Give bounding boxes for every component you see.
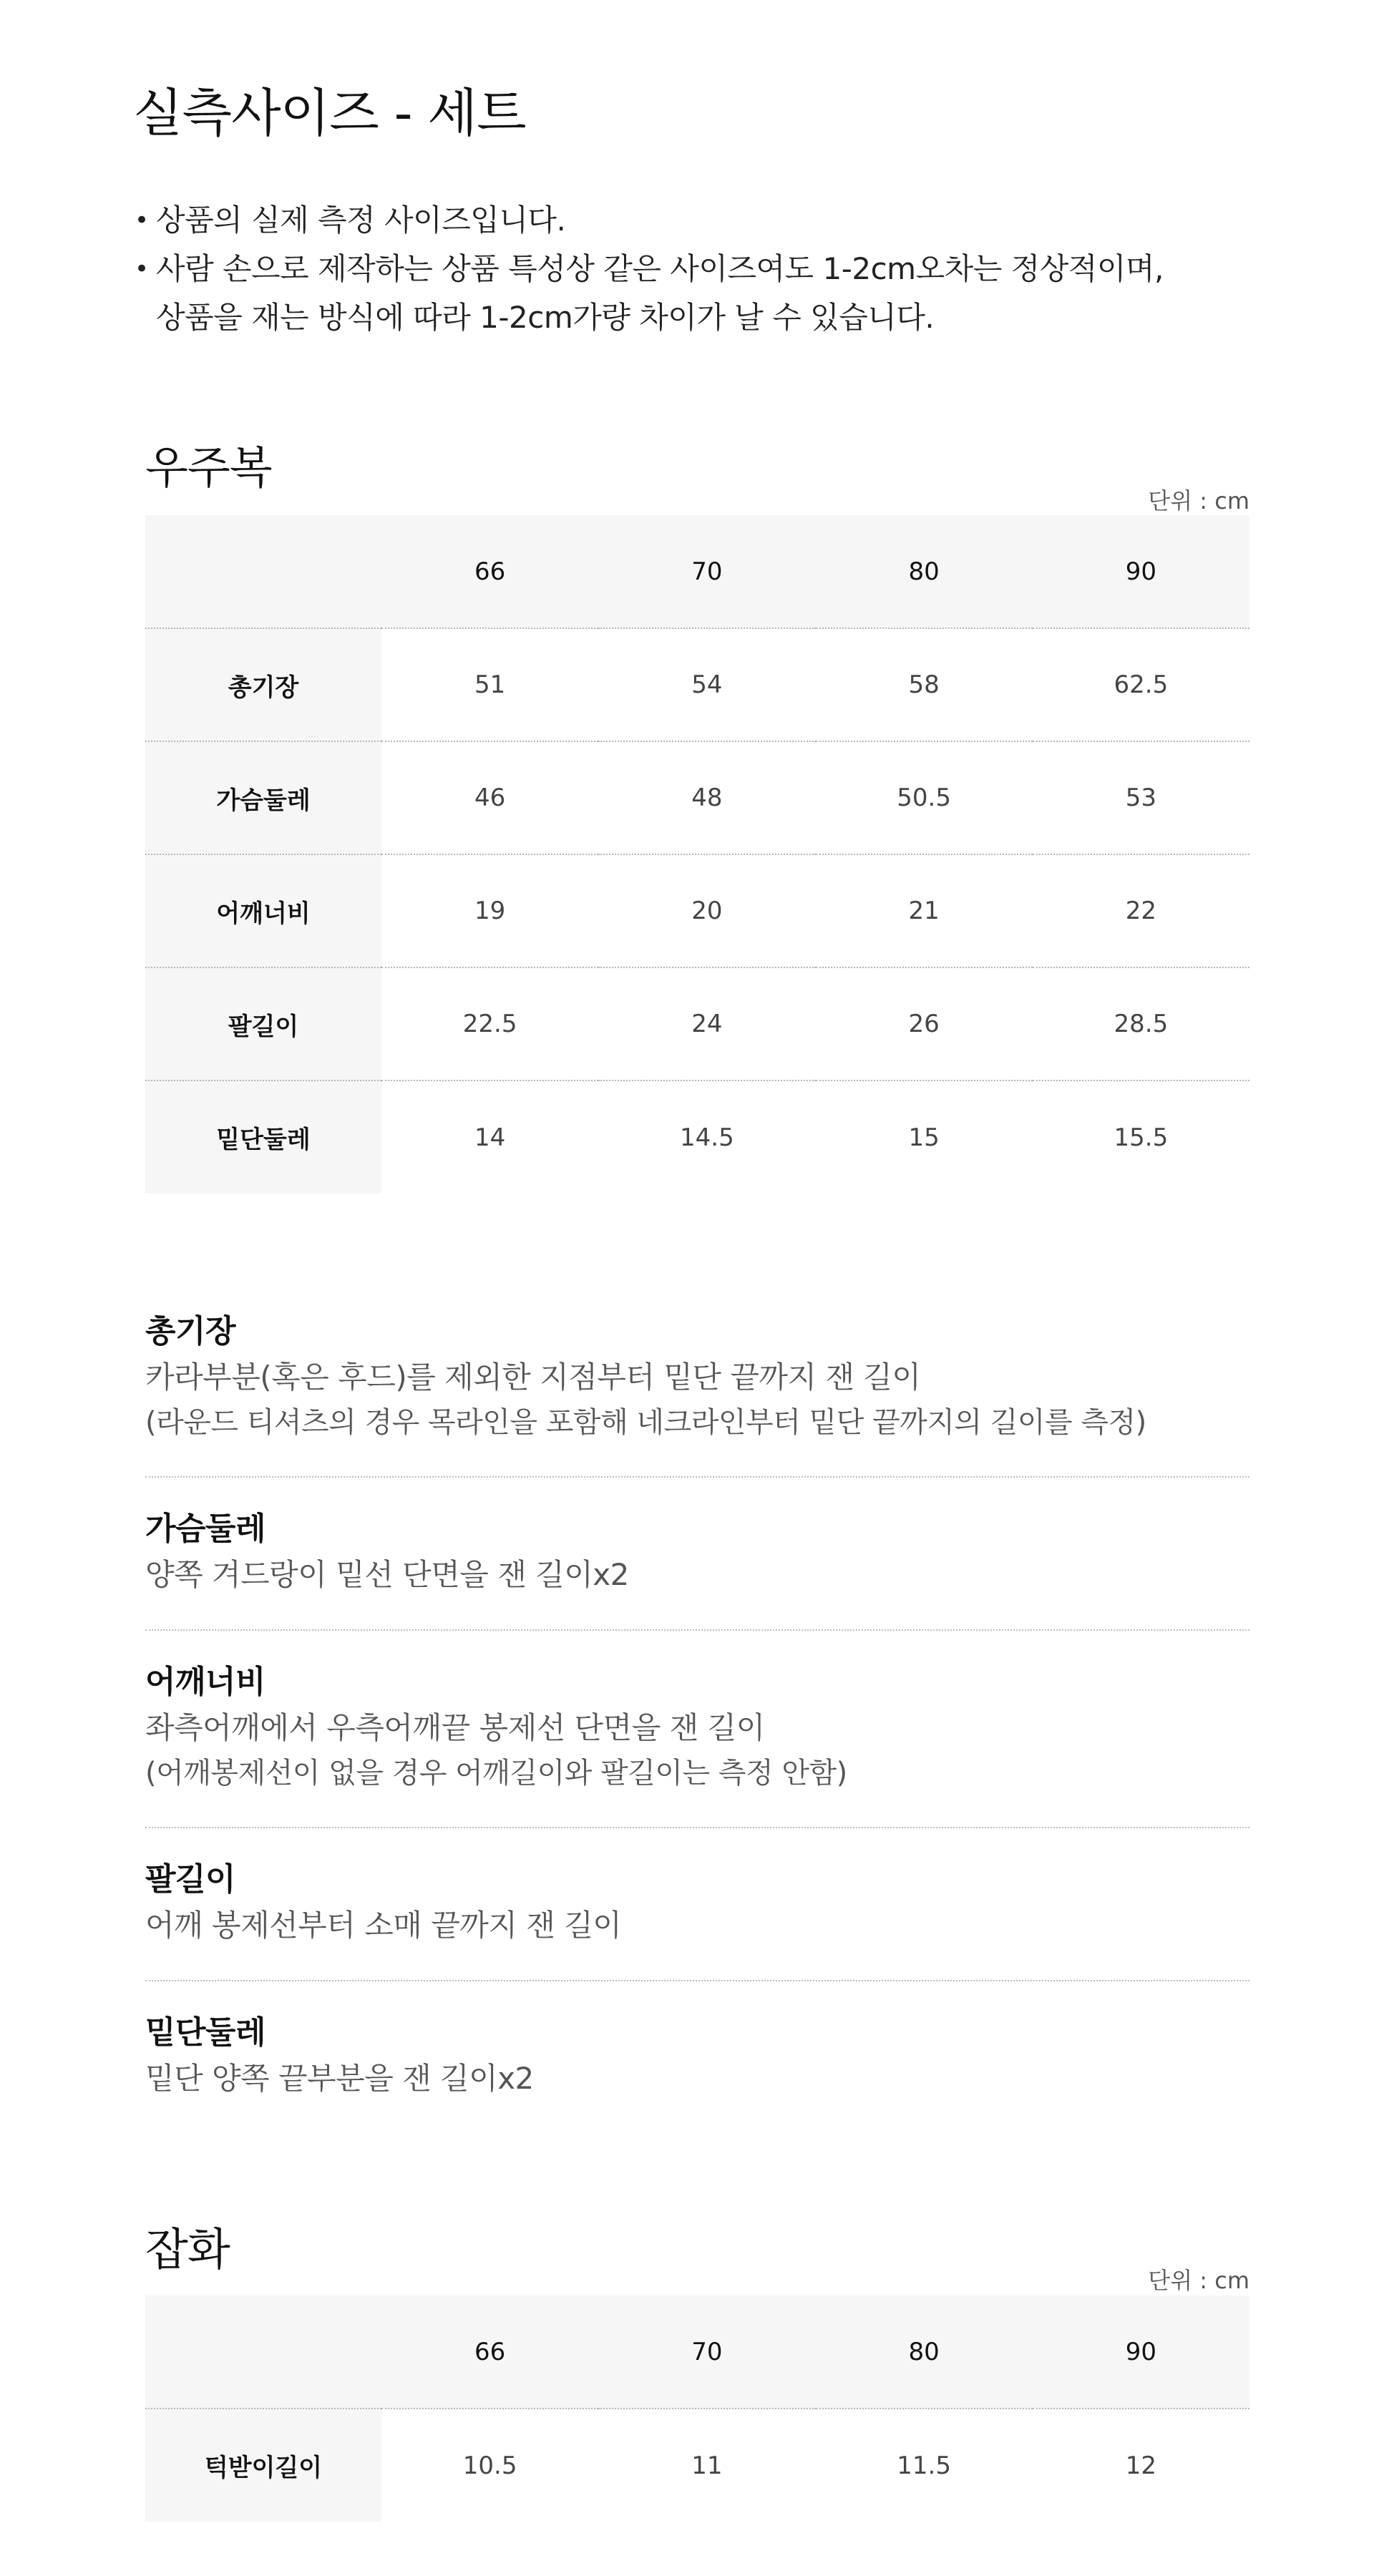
definition-title: 총기장 (145, 1313, 236, 1350)
value-cell: 19 (381, 854, 598, 967)
value-cell: 22 (1033, 854, 1249, 967)
table-row (145, 1080, 1249, 1194)
row-label-cell: 밑단둘레 (145, 1080, 381, 1194)
size-header-cell: 90 (1033, 2296, 1249, 2409)
value-cell: 28.5 (1033, 967, 1249, 1080)
table-row (145, 628, 1249, 741)
notice-line: • 상품의 실제 측정 사이즈입니다. (156, 203, 566, 238)
size-header-cell: 66 (381, 515, 598, 628)
definition-item (145, 1828, 1249, 1981)
size-table-bodysuit (145, 515, 1249, 1194)
table-header-row (145, 2296, 1249, 2409)
notice-list (133, 196, 1278, 342)
definition-desc: 어깨 봉제선부터 소매 끝까지 잰 길이 (145, 1908, 622, 1943)
row-label-cell: 총기장 (145, 628, 381, 741)
table-row (145, 2409, 1249, 2522)
table-row (145, 967, 1249, 1080)
value-cell: 51 (381, 628, 598, 741)
definition-title: 밑단둘레 (145, 2014, 266, 2051)
definition-item (145, 1631, 1249, 1828)
value-cell: 12 (1033, 2409, 1249, 2522)
value-cell: 24 (598, 967, 815, 1080)
value-cell: 46 (381, 741, 598, 854)
notice-line: 상품을 재는 방식에 따라 1-2cm가량 차이가 날 수 있습니다. (156, 300, 935, 335)
definition-item (145, 1478, 1249, 1631)
value-cell: 14 (381, 1080, 598, 1194)
value-cell: 50.5 (816, 741, 1033, 854)
notice-line: • 사람 손으로 제작하는 상품 특성상 같은 사이즈여도 1-2cm오차는 정상적이며, (156, 251, 1164, 286)
size-header-cell: 80 (816, 515, 1033, 628)
value-cell: 15.5 (1033, 1080, 1249, 1194)
definition-desc: 카라부분(혹은 후드)를 제외한 지점부터 밑단 끝까지 잰 길이 (145, 1360, 921, 1395)
value-cell: 26 (816, 967, 1033, 1080)
notice-item (133, 196, 1278, 245)
value-cell: 10.5 (381, 2409, 598, 2522)
definition-desc: 밑단 양쪽 끝부분을 잰 길이x2 (145, 2061, 534, 2096)
size-header-cell: 70 (598, 2296, 815, 2409)
size-header-cell: 70 (598, 515, 815, 628)
definition-title: 가슴둘레 (145, 1511, 266, 1547)
value-cell: 22.5 (381, 967, 598, 1080)
definition-desc: 좌측어깨에서 우측어깨끝 봉제선 단면을 잰 길이 (145, 1710, 765, 1745)
measurement-definitions (145, 1299, 1249, 2133)
size-table-accessories (145, 2296, 1249, 2522)
value-cell: 21 (816, 854, 1033, 967)
size-header-cell: 90 (1033, 515, 1249, 628)
definition-desc: 양쪽 겨드랑이 밑선 단면을 잰 길이x2 (145, 1557, 629, 1592)
row-label-cell: 어깨너비 (145, 854, 381, 967)
row-label-cell: 가슴둘레 (145, 741, 381, 854)
definition-title: 어깨너비 (145, 1664, 266, 1700)
definition-note: (라운드 티셔츠의 경우 목라인을 포함해 네크라인부터 밑단 끝까지의 길이를 측정) (145, 1406, 1146, 1439)
value-cell: 53 (1033, 741, 1249, 854)
table-corner-cell (145, 515, 381, 628)
table-corner-cell (145, 2296, 381, 2409)
value-cell: 62.5 (1033, 628, 1249, 741)
definition-title: 팔길이 (145, 1861, 236, 1898)
unit-label: 단위 : cm (1148, 487, 1249, 514)
definition-item (145, 1299, 1249, 1478)
value-cell: 14.5 (598, 1080, 815, 1194)
value-cell: 48 (598, 741, 815, 854)
value-cell: 15 (816, 1080, 1033, 1194)
row-label-cell: 팔길이 (145, 967, 381, 1080)
size-header-cell: 80 (816, 2296, 1033, 2409)
value-cell: 54 (598, 628, 815, 741)
value-cell: 58 (816, 628, 1033, 741)
section-title-bodysuit: 우주복 (145, 441, 272, 494)
value-cell: 11.5 (816, 2409, 1033, 2522)
notice-item (133, 245, 1278, 342)
table-row (145, 854, 1249, 967)
value-cell: 11 (598, 2409, 815, 2522)
table-row (145, 741, 1249, 854)
page-title: 실측사이즈 - 세트 (133, 83, 526, 143)
size-header-cell: 66 (381, 2296, 598, 2409)
unit-label: 단위 : cm (1148, 2267, 1249, 2294)
definition-item (145, 1981, 1249, 2133)
definition-note: (어깨봉제선이 없을 경우 어깨길이와 팔길이는 측정 안함) (145, 1757, 847, 1790)
value-cell: 20 (598, 854, 815, 967)
row-label-cell: 턱받이길이 (145, 2409, 381, 2522)
table-header-row (145, 515, 1249, 628)
section-title-accessories: 잡화 (145, 2223, 230, 2275)
